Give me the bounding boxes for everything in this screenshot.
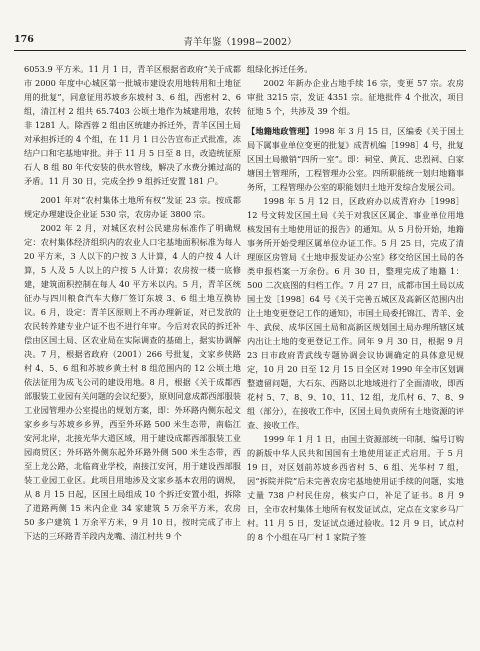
paragraph: 组绿化拆迁任务。: [247, 64, 313, 74]
paragraph: 2001 年对“农村集体土地所有权”发证 23 宗。按成都规定办理建设企业证 530 宗，农房办证 3800 宗。: [24, 195, 241, 219]
paragraph: 6053.9 平方米。11 月 1 日，青羊区根据省政府“关于成都市 2000 年度中心城区第一批城市建设农用地转用和土地征用的批复”，同意征用苏坡乡东坡村 3、6 组，西密村 2、6 组，清江村 2 组共 65.7403 公顷土地作为城建用地，农转非 1281 人。除西蓉 2 组由区统建办拆迁外，青羊区国土局对承担拆迁的 4 个组，在 11 月 1 日公告宣布正式批准，冻结户口和宅基地审批。并于 11 月 5 日至 8 日，改造统征原石人 8 组 80 年代安装的供水管线，解决了水费分摊过高的矛盾。11 月 30 日，完成全抄 9 组拆迁安置 181 户。: [24, 64, 241, 186]
section-paragraph: [247, 124, 464, 194]
yearbook-title: 青羊年鉴（1998−2002）: [183, 37, 297, 48]
page-number: 176: [14, 34, 34, 45]
section-text: 1998 年 3 月 15 日，区编委《关于国土局下属事业单位变更的批复》成青机编［1998］4 号，批复区国土局撤销“四所一室”。即：祠堂、黄瓦、忠烈祠、白家塘国土管理所，工程管理办公室。四所职能统一划归地籍事务所，工程管理办公室的职能划归土地开发综合发展公司。: [247, 126, 464, 192]
paragraph: 1998 年 5 月 12 日，区政府办以成青府办［1998］12 号文转发区国土局《关于对我区区属企、事业单位用地核发国有土地使用证的报告》的通知。从 5 月份开始，地籍事务所开始受理区属单位办证工作。5 月 25 日，完成了清理原区房管局《土地申报发证办公室》移交给区国土局的各类申报档案一万余份。6 月 30 日，整理完成了地籍 1：500 二次底图的归档工作。7 月 27 日，成都市国土局以成国土发［1998］64 号《关于完善五城区及高新区范围内出让土地变更登记工作的通知》，市国土局委托锦江、青羊、金牛、武侯、成华区国土局和高新区规划国土局办理所辖区域内出让土地的变更登记工作。同年 9 月 30 日，根据 9 月 23 日市政府青武线专题协调会议协调确定的具体意见规定，10 月 20 日至 12 月 15 日全区对 1990 年全市区划调整遗留问题，大石东、西路以北地域进行了全面清收，即西花村 5、7、8、9、10、11、12 组，龙爪村 6、7、8、9 组（部分），在接收工作中，区国土局负责所有土地资源的评查、接收工作。: [247, 196, 464, 430]
paragraph: 2002 年 2 月，对城区农村公民建房标准作了明确规定：农村集体经济组织内的农业人口宅基地面积标准为每人 20 平方米，3 人以下的户按 3 人计算，4 人的户按 4 人计算，5 人及 5 人以上的户按 5 人计算；农房按一楼一底修建，建筑面积控制在每人 40 平方米以内。5 月，青羊区统征办与四川粮食汽车大修厂签订东坡 3、6 组土地互换协议。6 月，设定：青羊区原则上不再办理新证，对已发放的农民转养建专业户证不也不进行年审。今后对农民的拆迁补偿由区国土局、区农业局在实际调查的基础上，据实协调解决。7 月，根据省政府（2001）266 号批复，文家乡侠路村 4、5、6 组和苏坡乡黄土村 8 组范围内的 12 公顷土地依法征用为成飞公司的建设用地。8 月，根据《关于成都西部服装工业园有关问题的会议纪要》，原则同意成都西部服装工业园管理办公室提出的规划方案，即：外环路内侧东起文家乡乡与苏坡乡乡界，西至外环路 500 米生态带，南临江安河北岸，北接光华大道区域，用于建设成都西部服装工业园商贸区；外环路外侧东起外环路外侧 500 米生态带，西至上龙公路，北临商业学校，南接江安河，用于建设西部服装工业园工业区。此项目用地涉及文家乡基本农用的调规，从 8 月 15 日起，区国土局组成 10 个拆迁安置小组，拆除了道路两侧 15 米内企业 34 家建筑 5 万余平方米，农房 50 多户建筑 1 万余平方米，9 月 10 日，按时完成了市上下达的三环路青羊段内龙嘴、清江村共 9 个: [24, 223, 241, 541]
paragraph: 1999 年 1 月 1 日，由国土资源部统一印制、编号订购的新版中华人民共和国国有土地使用证正式启用。于 5 月 19 日，对区划前苏坡乡西省村 5、6 组、光华村 7 组，因“拆院并院”后未完善农房宅基地使用证手续的问题，实地丈量 738 户村民住房，核实户口，补足了证书。8 月 9 日，全市农村集体土地所有权发证试点，定点在文家乡马厂村。11 月 5 日，发证试点通过验收。12 月 9 日，试点村的 8 个小组在马厂村 1 家院子签: [247, 434, 464, 542]
running-header: [14, 32, 466, 51]
section-heading: 【地籍地政管理】: [247, 126, 314, 136]
left-column: [24, 62, 241, 628]
right-column: [247, 62, 464, 628]
paragraph: 2002 年新办企业占地手续 16 宗，变更 57 宗。农房审批 3215 宗，发证 4351 宗。征地批件 4 个批次，项目征地 5 个，共涉及 39 个组。: [247, 78, 464, 116]
